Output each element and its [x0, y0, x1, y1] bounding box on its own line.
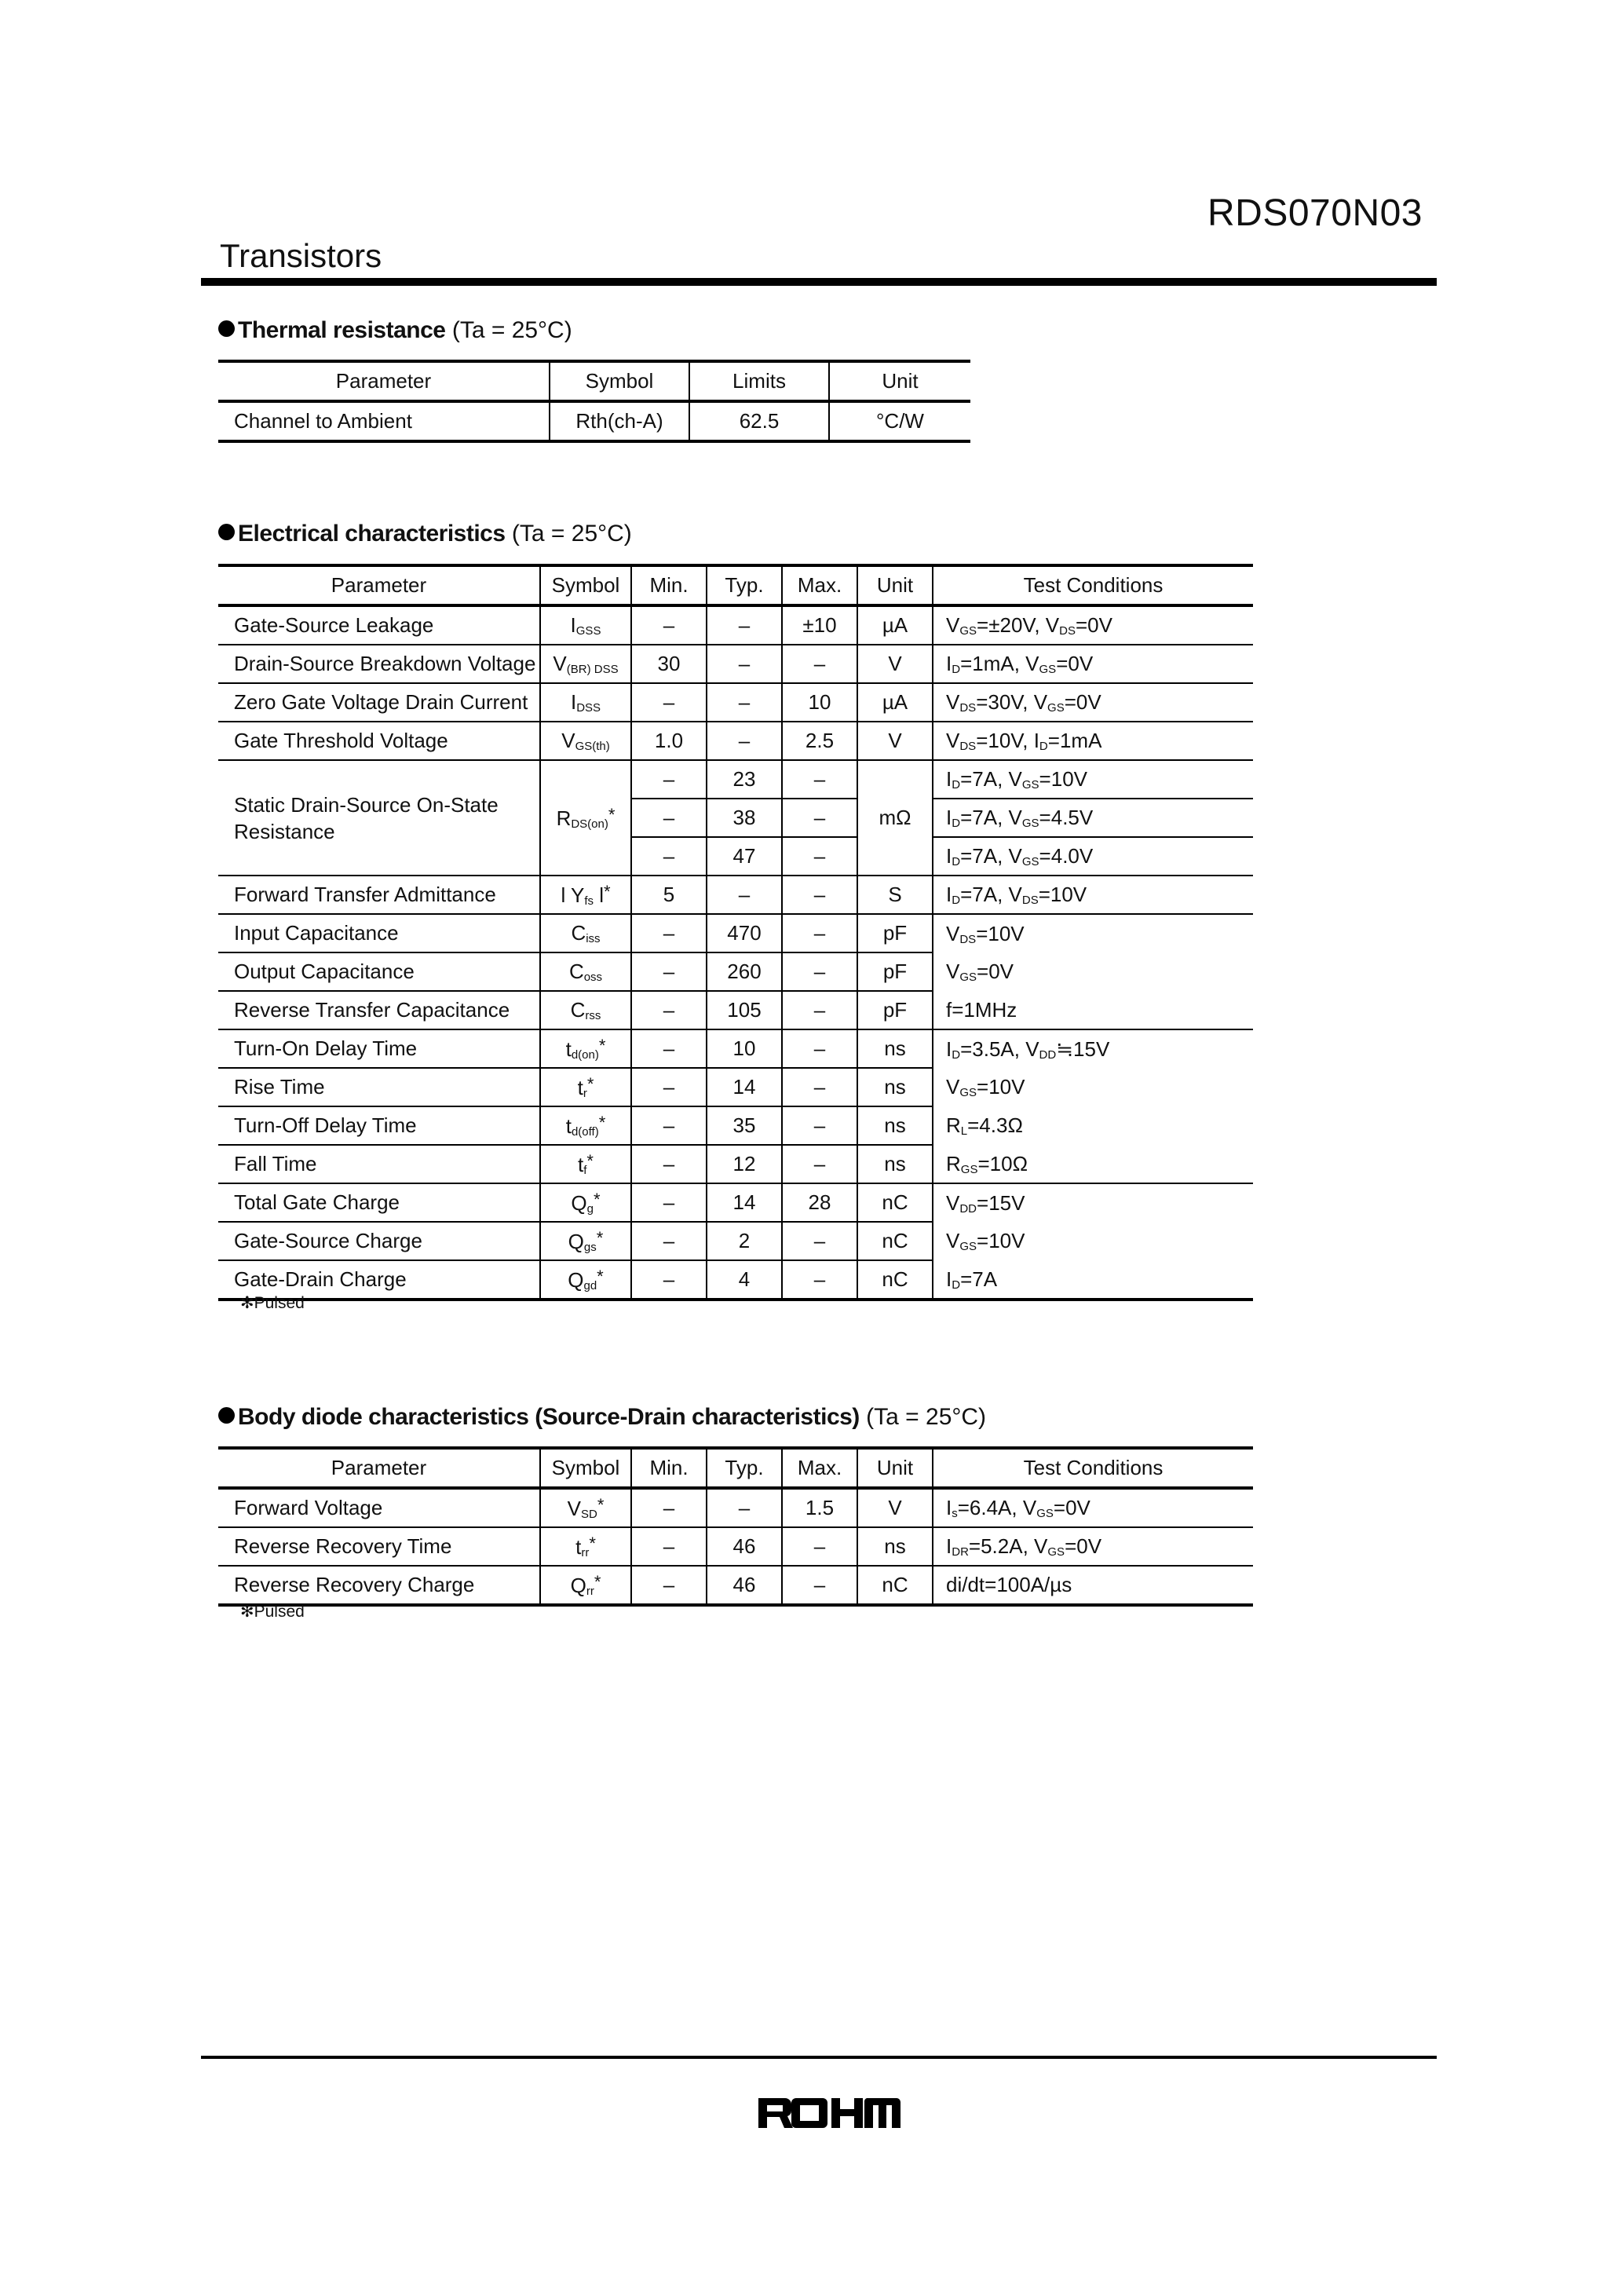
cell-unit: ns — [857, 1106, 933, 1145]
cell-conditions: VGS=0V — [933, 952, 1253, 991]
table-row — [218, 760, 1253, 799]
body-diode-section-title: Body diode characteristics (Source-Drain characteristics) (Ta = 25°C) — [218, 1404, 986, 1431]
cell-parameter: Fall Time — [218, 1145, 540, 1183]
th-parameter: Parameter — [218, 1448, 540, 1488]
cell-min: – — [631, 1145, 707, 1183]
cell-min: – — [631, 991, 707, 1029]
cell-typ: 2 — [707, 1222, 782, 1260]
table-row — [218, 991, 1253, 1029]
cell-unit: ns — [857, 1068, 933, 1106]
table-row — [218, 1260, 1253, 1300]
cell-max: – — [782, 1145, 857, 1183]
header-rule — [201, 278, 1437, 286]
cell-symbol: l Yfs l* — [540, 876, 631, 914]
cell-typ: 4 — [707, 1260, 782, 1300]
th-symbol: Symbol — [540, 565, 631, 605]
table-row — [218, 1527, 1253, 1566]
cell-parameter: Zero Gate Voltage Drain Current — [218, 683, 540, 722]
cell-min: – — [631, 1183, 707, 1222]
cell-typ: – — [707, 605, 782, 645]
cell-conditions: ID=7A — [933, 1260, 1253, 1300]
cell-symbol: td(on)* — [540, 1029, 631, 1068]
cell-conditions: VDD=15V — [933, 1183, 1253, 1222]
table-row — [218, 1068, 1253, 1106]
cell-max: – — [782, 991, 857, 1029]
table-row — [218, 1145, 1253, 1183]
cell-min: – — [631, 1566, 707, 1605]
cell-symbol: tf* — [540, 1145, 631, 1183]
th-unit: Unit — [829, 361, 970, 401]
th-symbol: Symbol — [550, 361, 689, 401]
th-typ: Typ. — [707, 565, 782, 605]
cell-max: – — [782, 1106, 857, 1145]
cell-typ: 38 — [707, 799, 782, 837]
cell-parameter: Forward Voltage — [218, 1488, 540, 1527]
cell-unit: pF — [857, 952, 933, 991]
cell-max: – — [782, 1029, 857, 1068]
table-row: Channel to Ambient Rth(ch-A) 62.5 °C/W — [218, 401, 970, 441]
cell-max: – — [782, 1566, 857, 1605]
cell-min: – — [631, 1488, 707, 1527]
cell-conditions: Is=6.4A, VGS=0V — [933, 1488, 1253, 1527]
cell-parameter: Gate-Source Charge — [218, 1222, 540, 1260]
electrical-section-title: Electrical characteristics (Ta = 25°C) — [218, 521, 632, 547]
th-limits: Limits — [689, 361, 829, 401]
table-row — [218, 1566, 1253, 1605]
table-row — [218, 605, 1253, 645]
cell-conditions: f=1MHz — [933, 991, 1253, 1029]
table-row — [218, 683, 1253, 722]
cell-min: – — [631, 914, 707, 952]
cell-unit: pF — [857, 991, 933, 1029]
cell-min: – — [631, 1068, 707, 1106]
cell-symbol: Qgd* — [540, 1260, 631, 1300]
cell-parameter: Drain-Source Breakdown Voltage — [218, 645, 540, 683]
cell-parameter: Turn-On Delay Time — [218, 1029, 540, 1068]
cell-symbol: Qg* — [540, 1183, 631, 1222]
electrical-note: ✻Pulsed — [240, 1294, 305, 1312]
cell-symbol: tr* — [540, 1068, 631, 1106]
cell-symbol: Ciss — [540, 914, 631, 952]
cell-max: – — [782, 914, 857, 952]
cell-parameter: Gate Threshold Voltage — [218, 722, 540, 760]
th-max: Max. — [782, 565, 857, 605]
th-test-conditions: Test Conditions — [933, 1448, 1253, 1488]
cell-min: 5 — [631, 876, 707, 914]
cell-symbol: Crss — [540, 991, 631, 1029]
cell-typ: 23 — [707, 760, 782, 799]
th-min: Min. — [631, 1448, 707, 1488]
cell-symbol: VSD* — [540, 1488, 631, 1527]
part-number: RDS070N03 — [1207, 192, 1423, 234]
cell-typ: – — [707, 645, 782, 683]
footer-rule — [201, 2056, 1437, 2059]
cell-parameter: Forward Transfer Admittance — [218, 876, 540, 914]
cell-symbol: trr* — [540, 1527, 631, 1566]
cell-max: 2.5 — [782, 722, 857, 760]
cell-unit: nC — [857, 1222, 933, 1260]
th-typ: Typ. — [707, 1448, 782, 1488]
th-max: Max. — [782, 1448, 857, 1488]
cell-min: – — [631, 952, 707, 991]
cell-parameter: Output Capacitance — [218, 952, 540, 991]
cell-max: – — [782, 876, 857, 914]
cell-typ: – — [707, 683, 782, 722]
cell-min: – — [631, 1106, 707, 1145]
cell-symbol: IDSS — [540, 683, 631, 722]
table-row — [218, 876, 1253, 914]
cell-conditions: VGS=±20V, VDS=0V — [933, 605, 1253, 645]
cell-typ: – — [707, 876, 782, 914]
th-unit: Unit — [857, 565, 933, 605]
table-row — [218, 914, 1253, 952]
cell-unit: V — [857, 1488, 933, 1527]
th-test-conditions: Test Conditions — [933, 565, 1253, 605]
table-row — [218, 1183, 1253, 1222]
cell-max: 10 — [782, 683, 857, 722]
th-unit: Unit — [857, 1448, 933, 1488]
electrical-table — [218, 564, 1253, 1301]
cell-parameter: Reverse Recovery Charge — [218, 1566, 540, 1605]
cell-conditions: VDS=10V, ID=1mA — [933, 722, 1253, 760]
table-row — [218, 952, 1253, 991]
cell-min: 1.0 — [631, 722, 707, 760]
cell-conditions: ID=7A, VDS=10V — [933, 876, 1253, 914]
cell-symbol: IGSS — [540, 605, 631, 645]
cell-typ: 14 — [707, 1068, 782, 1106]
cell-max: – — [782, 1260, 857, 1300]
cell-min: – — [631, 605, 707, 645]
cell-typ: 260 — [707, 952, 782, 991]
cell-conditions: VDS=30V, VGS=0V — [933, 683, 1253, 722]
cell-unit: V — [857, 722, 933, 760]
table-row — [218, 1222, 1253, 1260]
cell-parameter: Reverse Recovery Time — [218, 1527, 540, 1566]
cell-symbol: Coss — [540, 952, 631, 991]
cell-max: – — [782, 799, 857, 837]
cell-max: – — [782, 645, 857, 683]
cell-min: – — [631, 760, 707, 799]
cell-unit: µA — [857, 683, 933, 722]
cell-parameter: Input Capacitance — [218, 914, 540, 952]
th-parameter: Parameter — [218, 565, 540, 605]
cell-conditions: di/dt=100A/µs — [933, 1566, 1253, 1605]
cell-symbol: Qrr* — [540, 1566, 631, 1605]
cell-typ: – — [707, 722, 782, 760]
cell-min: 30 — [631, 645, 707, 683]
bullet-icon — [218, 524, 235, 540]
cell-parameter: Rise Time — [218, 1068, 540, 1106]
th-min: Min. — [631, 565, 707, 605]
cell-typ: 46 — [707, 1566, 782, 1605]
cell-symbol: RDS(on)* — [540, 760, 631, 876]
thermal-section-title: Thermal resistance (Ta = 25°C) — [218, 317, 572, 344]
cell-unit: nC — [857, 1183, 933, 1222]
cell-conditions: RL=4.3Ω — [933, 1106, 1253, 1145]
cell-typ: 105 — [707, 991, 782, 1029]
cell-typ: – — [707, 1488, 782, 1527]
table-row — [218, 1029, 1253, 1068]
cell-unit: pF — [857, 914, 933, 952]
rohm-logo — [757, 2095, 901, 2135]
cell-symbol: VGS(th) — [540, 722, 631, 760]
th-symbol: Symbol — [540, 1448, 631, 1488]
cell-max: – — [782, 952, 857, 991]
cell-conditions: ID=3.5A, VDD≒15V — [933, 1029, 1253, 1068]
cell-parameter: Static Drain-Source On-State Resistance — [218, 760, 540, 876]
cell-max: – — [782, 1068, 857, 1106]
cell-parameter: Reverse Transfer Capacitance — [218, 991, 540, 1029]
cell-conditions: VDS=10V — [933, 914, 1253, 952]
cell-unit: nC — [857, 1566, 933, 1605]
thermal-table — [218, 360, 970, 443]
cell-conditions: ID=7A, VGS=4.0V — [933, 837, 1253, 876]
cell-conditions: ID=1mA, VGS=0V — [933, 645, 1253, 683]
cell-max: – — [782, 837, 857, 876]
table-row — [218, 722, 1253, 760]
cell-conditions: VGS=10V — [933, 1068, 1253, 1106]
cell-parameter: Turn-Off Delay Time — [218, 1106, 540, 1145]
cell-unit: ns — [857, 1029, 933, 1068]
table-row — [218, 1106, 1253, 1145]
cell-max: – — [782, 1527, 857, 1566]
cell-unit: nC — [857, 1260, 933, 1300]
cell-unit: µA — [857, 605, 933, 645]
cell-typ: 470 — [707, 914, 782, 952]
cell-typ: 46 — [707, 1527, 782, 1566]
cell-max: ±10 — [782, 605, 857, 645]
cell-parameter: Total Gate Charge — [218, 1183, 540, 1222]
bullet-icon — [218, 320, 235, 337]
cell-typ: 47 — [707, 837, 782, 876]
bullet-icon — [218, 1407, 235, 1424]
table-row — [218, 645, 1253, 683]
cell-unit: V — [857, 645, 933, 683]
cell-conditions: IDR=5.2A, VGS=0V — [933, 1527, 1253, 1566]
cell-typ: 12 — [707, 1145, 782, 1183]
cell-conditions: VGS=10V — [933, 1222, 1253, 1260]
cell-unit: mΩ — [857, 760, 933, 876]
cell-unit: S — [857, 876, 933, 914]
cell-min: – — [631, 683, 707, 722]
cell-typ: 35 — [707, 1106, 782, 1145]
cell-min: – — [631, 1260, 707, 1300]
cell-max: 1.5 — [782, 1488, 857, 1527]
cell-symbol: td(off)* — [540, 1106, 631, 1145]
body-diode-table — [218, 1446, 1253, 1607]
cell-min: – — [631, 799, 707, 837]
cell-conditions: ID=7A, VGS=10V — [933, 760, 1253, 799]
cell-typ: 14 — [707, 1183, 782, 1222]
table-row — [218, 1488, 1253, 1527]
cell-parameter: Gate-Source Leakage — [218, 605, 540, 645]
cell-min: – — [631, 837, 707, 876]
cell-symbol: V(BR) DSS — [540, 645, 631, 683]
cell-symbol: Qgs* — [540, 1222, 631, 1260]
cell-unit: ns — [857, 1145, 933, 1183]
cell-max: – — [782, 1222, 857, 1260]
cell-conditions: ID=7A, VGS=4.5V — [933, 799, 1253, 837]
body-diode-note: ✻Pulsed — [240, 1603, 305, 1621]
cell-typ: 10 — [707, 1029, 782, 1068]
cell-min: – — [631, 1222, 707, 1260]
cell-max: – — [782, 760, 857, 799]
cell-max: 28 — [782, 1183, 857, 1222]
cell-min: – — [631, 1527, 707, 1566]
cell-conditions: RGS=10Ω — [933, 1145, 1253, 1183]
cell-parameter: Gate-Drain Charge — [218, 1260, 540, 1300]
cell-min: – — [631, 1029, 707, 1068]
th-parameter: Parameter — [218, 361, 550, 401]
rohm-logo-icon — [757, 2095, 901, 2131]
category-title: Transistors — [220, 237, 382, 274]
cell-unit: ns — [857, 1527, 933, 1566]
